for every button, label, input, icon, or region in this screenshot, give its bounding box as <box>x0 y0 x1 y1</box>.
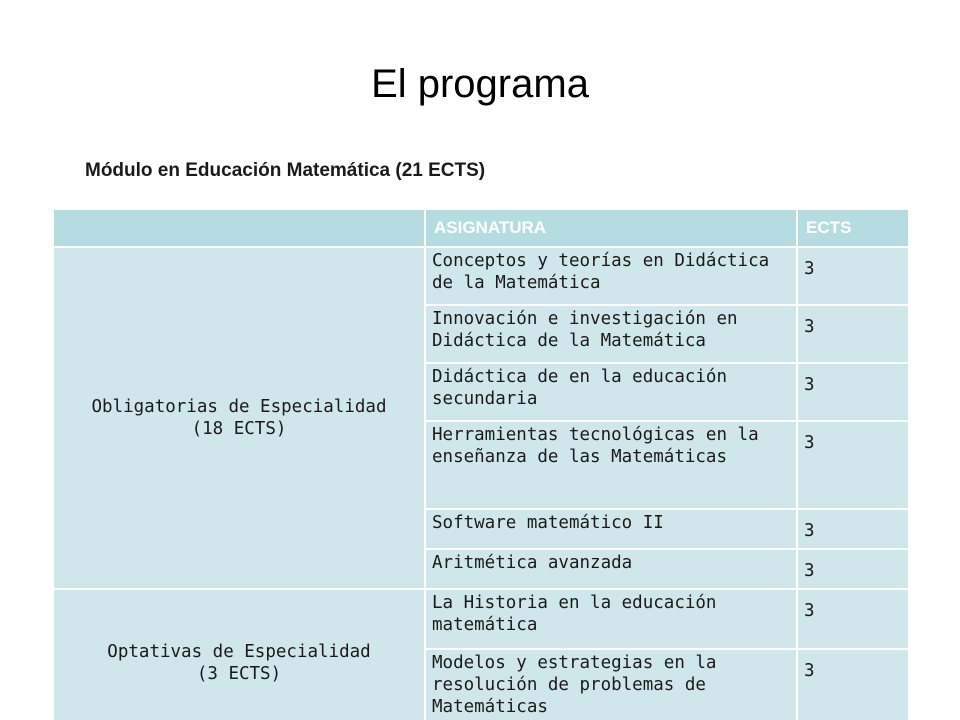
subject-cell: Conceptos y teorías en Didáctica de la Matemática <box>426 248 796 304</box>
group-cell-obligatorias <box>54 248 424 588</box>
subject-cell: Herramientas tecnológicas en la enseñanza de las Matemáticas <box>426 422 796 508</box>
ects-value: 3 <box>804 375 815 395</box>
ects-cell <box>798 422 908 508</box>
group-cell-optativas <box>54 590 424 720</box>
ects-value: 3 <box>804 601 815 621</box>
ects-cell <box>798 650 908 720</box>
ects-value: 3 <box>804 433 815 453</box>
group-credits: (3 ECTS) <box>196 664 282 684</box>
table-row <box>54 590 908 648</box>
page-title: El programa <box>371 62 589 106</box>
ects-value: 3 <box>804 561 815 581</box>
subject-cell: La Historia en la educación matemática <box>426 590 796 648</box>
ects-value: 3 <box>804 661 815 681</box>
ects-value: 3 <box>804 317 815 337</box>
subject-cell: Modelos y estrategias en la resolución de problemas de Matemáticas <box>426 650 796 720</box>
subject-cell: Software matemático II <box>426 510 796 548</box>
header-asignatura: ASIGNATURA <box>426 210 796 246</box>
ects-cell <box>798 510 908 548</box>
group-name: Obligatorias de Especialidad <box>91 397 387 417</box>
ects-cell <box>798 306 908 362</box>
header-ects: ECTS <box>798 210 908 246</box>
ects-cell <box>798 590 908 648</box>
table-header-row <box>54 210 908 246</box>
ects-value: 3 <box>804 521 815 541</box>
group-credits: (18 ECTS) <box>191 419 287 439</box>
subjects-table <box>52 208 910 720</box>
ects-cell <box>798 248 908 304</box>
table-row <box>54 248 908 304</box>
subject-cell: Aritmética avanzada <box>426 550 796 588</box>
subject-cell: Didáctica de en la educación secundaria <box>426 364 796 420</box>
ects-cell <box>798 364 908 420</box>
ects-cell <box>798 550 908 588</box>
subject-cell: Innovación e investigación en Didáctica de la Matemática <box>426 306 796 362</box>
group-name: Optativas de Especialidad <box>107 642 371 662</box>
module-subtitle: Módulo en Educación Matemática (21 ECTS) <box>85 160 486 181</box>
ects-value: 3 <box>804 259 815 279</box>
header-empty-cell <box>54 210 424 246</box>
